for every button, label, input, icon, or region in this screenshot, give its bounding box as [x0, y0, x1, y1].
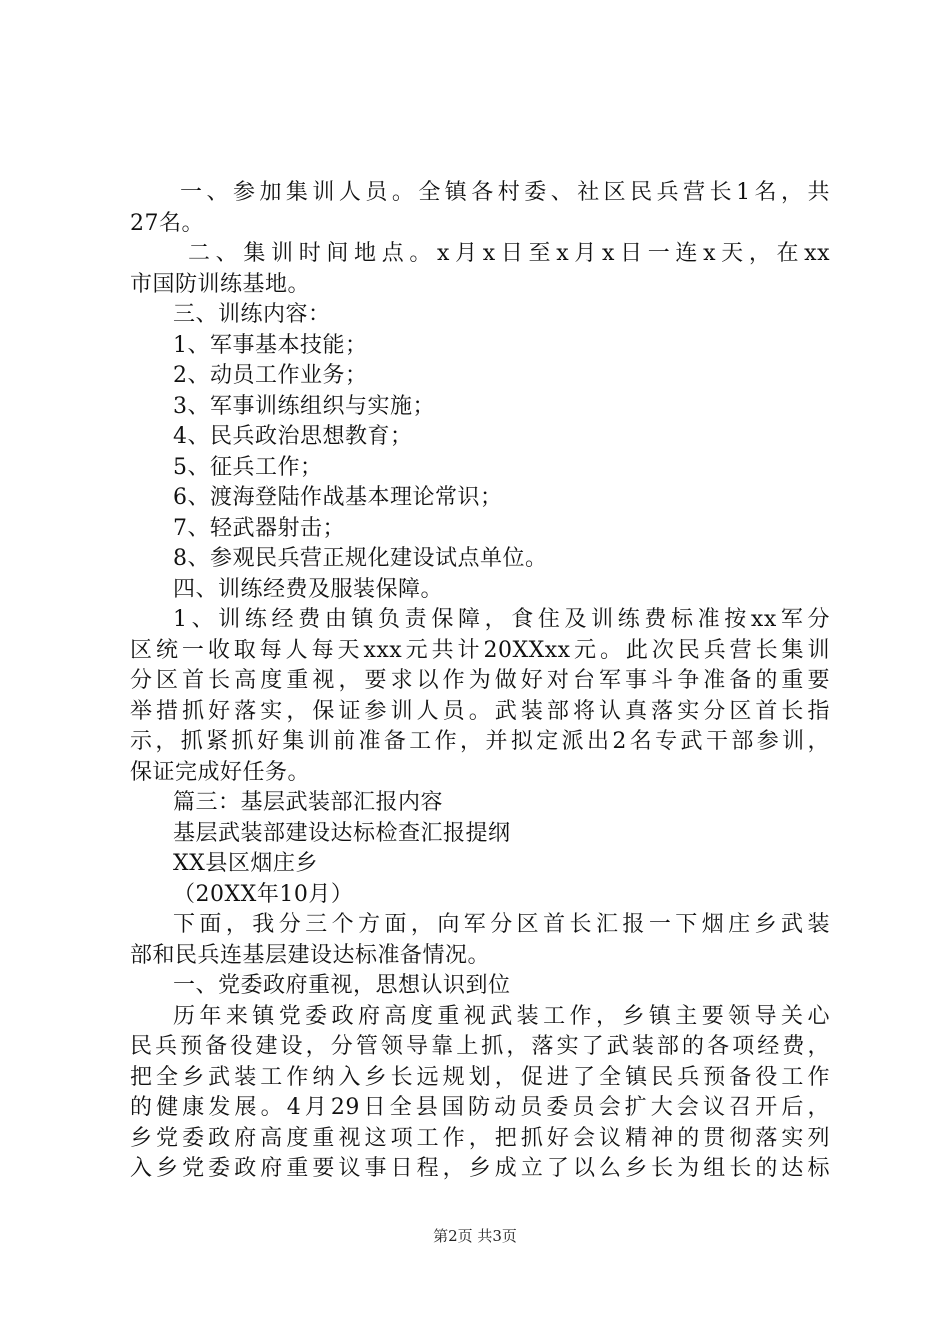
text-line: 分区首长高度重视，要求以作为做好对台军事斗争准备的重要 — [130, 668, 830, 693]
text-line: 2、动员工作业务； — [173, 363, 368, 388]
text-line: 的健康发展。4月29日全县国防动员委员会扩大会议召开后， — [130, 1095, 830, 1120]
text-line: 乡党委政府高度重视这项工作，把抓好会议精神的贯彻落实列 — [130, 1125, 830, 1151]
page-footer: 第2页 共3页 — [433, 1227, 517, 1245]
text-line: 6、渡海登陆作战基本理论常识； — [173, 485, 503, 510]
text-line: 三、训练内容： — [173, 302, 331, 327]
text-line: 保证完成好任务。 — [130, 759, 311, 785]
text-line: 基层武装部建设达标检查汇报提纲 — [173, 820, 511, 846]
text-line: 一、参加集训人员。全镇各村委、社区民兵营长1名，共 — [180, 180, 830, 205]
text-line: 27名。 — [130, 210, 204, 236]
text-line: 一、党委政府重视，思想认识到位 — [173, 973, 511, 998]
text-line: 部和民兵连基层建设达标准备情况。 — [130, 942, 491, 968]
text-line: XX县区烟庄乡 — [173, 851, 318, 876]
text-line: 历年来镇党委政府高度重视武装工作，乡镇主要领导关心 — [173, 1003, 830, 1029]
text-line: 1、军事基本技能； — [173, 332, 368, 358]
text-line: （20XX年10月） — [173, 881, 354, 907]
text-line: 1、训练经费由镇负责保障，食住及训练费标准按xx军分 — [173, 607, 830, 632]
text-line: 3、军事训练组织与实施； — [173, 393, 435, 419]
text-line: 7、轻武器射击； — [173, 515, 345, 541]
text-line: 举措抓好落实，保证参训人员。武装部将认真落实分区首长指 — [130, 698, 830, 724]
text-line: 区统一收取每人每天xxx元共计20XXxx元。此次民兵营长集训 — [130, 637, 830, 663]
text-line: 示，抓紧抓好集训前准备工作，并拟定派出2名专武干部参训， — [130, 729, 830, 754]
text-line: 8、参观民兵营正规化建设试点单位。 — [173, 546, 548, 571]
document-body — [130, 178, 830, 1185]
text-line: 把全乡武装工作纳入乡长远规划，促进了全镇民兵预备役工作 — [130, 1064, 830, 1090]
text-line: 5、征兵工作； — [173, 454, 323, 480]
text-line: 四、训练经费及服装保障。 — [173, 576, 444, 602]
text-line: 入乡党委政府重要议事日程，乡成立了以么乡长为组长的达标 — [130, 1156, 830, 1181]
text-line: 篇三：基层武装部汇报内容 — [173, 790, 444, 815]
text-line: 下面，我分三个方面，向军分区首长汇报一下烟庄乡武装 — [173, 912, 830, 937]
text-line: 4、民兵政治思想教育； — [173, 424, 413, 449]
text-line: 市国防训练基地。 — [130, 271, 311, 297]
text-line: 民兵预备役建设，分管领导靠上抓，落实了武装部的各项经费， — [130, 1034, 830, 1059]
text-line: 二、集训时间地点。x月x日至x月x日一连x天，在xx — [188, 241, 830, 266]
